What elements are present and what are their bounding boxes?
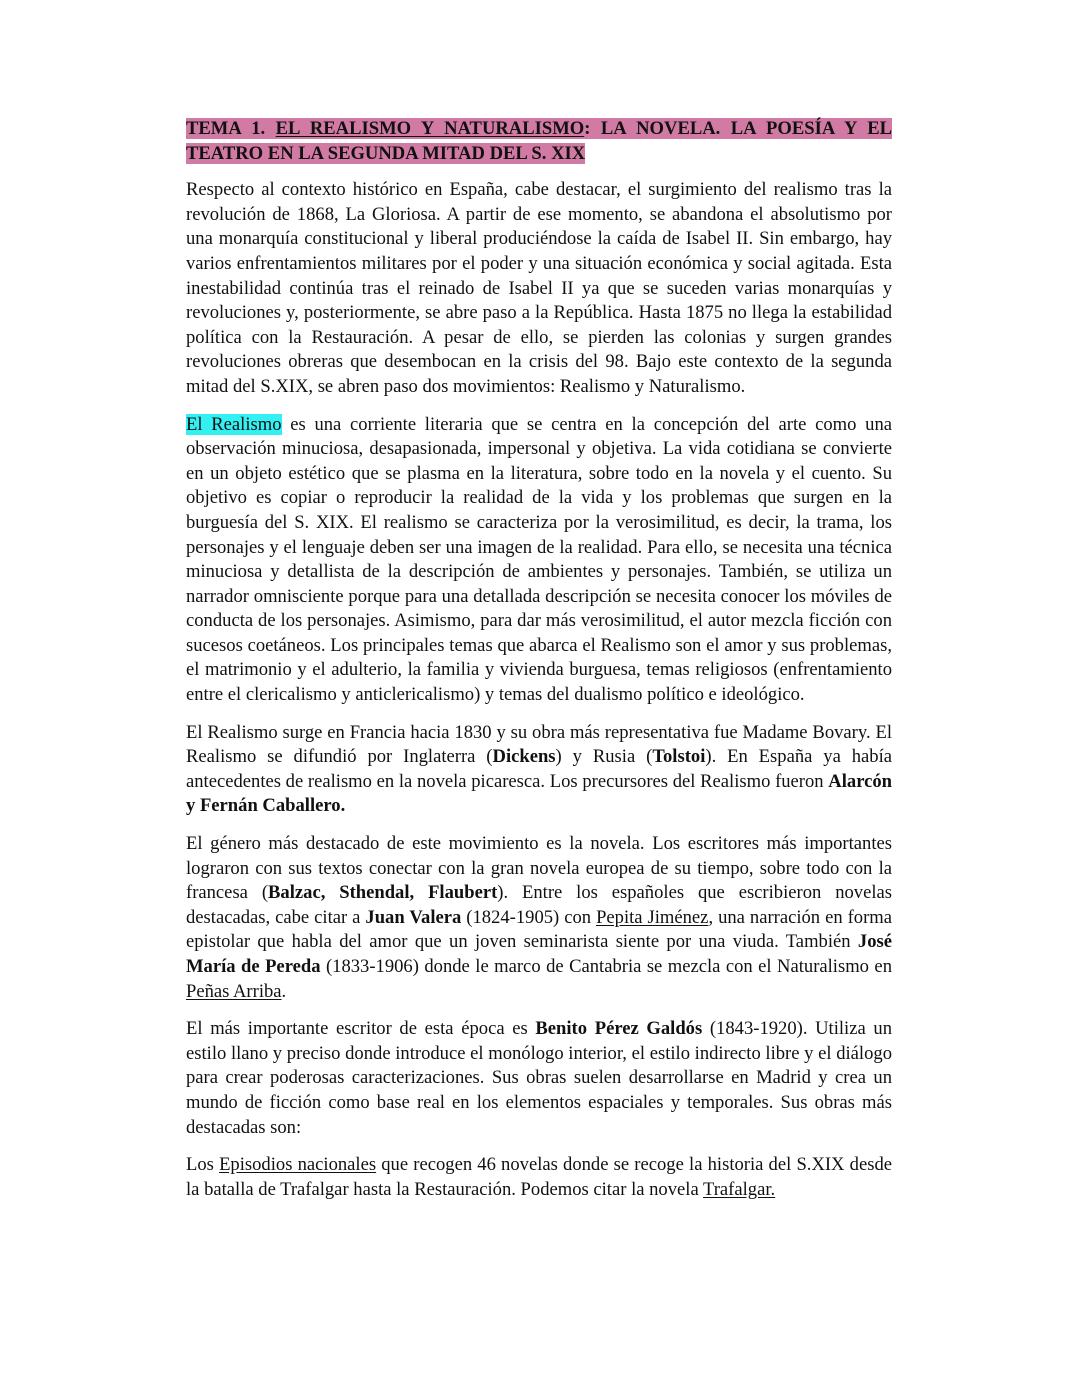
precursors: Alarcón y Fernán Caballero. [186, 770, 892, 817]
text-run: (1843-1920). Utiliza un estilo llano y preciso donde introduce el monólogo interior, el estilo indirecto libre y el diálogo para crear poderosas caracterizaciones. Sus obras suelen desarrollarse en Madrid y crea un mundo de ficción como base real en los elementos espaciales y temporales. Sus obras más destacadas son: [186, 1018, 892, 1138]
title-prefix: TEMA 1. [186, 118, 276, 139]
paragraph-text: Respecto al contexto histórico en España, cabe destacar, el surgimiento del realismo tras la revolución de 1868, La Gloriosa. A partir de ese momento, se abandona el absolutismo por una monarquía constitucional y liberal produciéndose la caída de Isabel II. Sin embargo, hay varios enfrentamientos militares por el poder y una situación económica y social agitada. Esta inestabilidad continúa tras el reinado de Isabel II ya que se suceden varias monarquías y revoluciones y, posteriormente, se abre paso a la República. Hasta 1875 no llega la estabilidad política con la Restauración. A pesar de ello, se pierden las colonias y surgen grandes revoluciones obreras que desembocan en la crisis del 98. Bajo este contexto de la segunda mitad del S.XIX, se abren paso dos movimientos: Realismo y Naturalismo. [186, 179, 892, 397]
paragraph-text: es una corriente literaria que se centra en la concepción del arte como una observación minuciosa, desapasionada, impersonal y objetiva. La vida cotidiana se convierte en un objeto estético que se plasma en la literatura, sobre todo en la novela y el cuento. Su objetivo es copiar o reproducir la realidad de la vida y los problemas que surgen en la burguesía del S. XIX. El realismo se caracteriza por la verosimilitud, es decir, la trama, los personajes y el lenguaje deben ser una imagen de la realidad. Para ello, se necesita una técnica minuciosa y detallista de la descripción de ambientes y personajes. También, se utiliza un narrador omnisciente porque para una detallada descripción se necesita conocer los móviles de conducta de los personajes. Asimismo, para dar más verosimilitud, el autor mezcla ficción con sucesos coetáneos. Los principales temas que abarca el Realismo son el amor y sus problemas, el matrimonio y el adulterio, la familia y vivienda burguesa, temas religiosos (enfrentamiento entre el clericalismo y anticlericalismo) y temas del dualismo político e ideológico. [186, 413, 892, 706]
text-run: , una narración en forma epistolar que habla del amor que un joven seminarista siente por una viuda. También [186, 906, 893, 953]
author-dickens: Dickens [492, 746, 556, 768]
author-juan-valera: Juan Valera [365, 906, 462, 928]
text-run: . [281, 980, 287, 1002]
work-trafalgar: Trafalgar. [703, 1178, 776, 1200]
title-underlined: EL REALISMO Y NATURALISMO [275, 118, 585, 139]
text-run: (1833-1906) donde le marco de Cantabria se mezcla con el Naturalismo en [320, 956, 892, 977]
paragraph-historical-context [186, 178, 892, 399]
author-galdos: Benito Pérez Galdós [535, 1018, 703, 1040]
title-rest: : LA NOVELA. LA POESÍA Y EL TEATRO EN LA SEGUNDA MITAD DEL S. XIX [186, 118, 892, 164]
text-run: que recogen 46 novelas donde se recoge la historia del S.XIX desde la batalla de Trafalgar hasta la Restauración. Podemos citar la novela [186, 1154, 892, 1200]
text-run: Los [186, 1154, 220, 1176]
paragraph-realism-origin [186, 721, 892, 819]
paragraph-realism-definition [186, 413, 892, 708]
author-tolstoi: Tolstoi [652, 746, 706, 768]
text-run: ). En España ya había antecedentes de realismo en la novela picaresca. Los precursores del Realismo fueron [186, 746, 893, 792]
work-penas-arriba: Peñas Arriba [186, 980, 282, 1002]
text-run: El más importante escritor de esta época es [186, 1018, 536, 1040]
paragraph-galdos [186, 1017, 892, 1140]
paragraph-novel-genre [186, 832, 892, 1004]
text-run: El Realismo surge en Francia hacia 1830 y su obra más representativa fue Madame Bovary. El Realismo se difundió por Inglaterra ( [186, 721, 892, 768]
text-run: (1824-1905) con [461, 906, 597, 928]
text-run: ) y Rusia ( [555, 746, 653, 768]
work-pepita-jimenez: Pepita Jiménez [596, 906, 709, 928]
document-page [186, 117, 892, 1215]
page-title [186, 117, 892, 166]
title-highlight [186, 118, 892, 164]
text-run: El género más destacado de este movimiento es la novela. Los escritores más importantes lograron con sus textos conectar con la gran novela europea de su tiempo, sobre todo con la francesa ( [186, 833, 892, 904]
paragraph-episodios [186, 1153, 892, 1202]
text-run: ). Entre los españoles que escribieron novelas destacadas, cabe citar a [186, 882, 892, 928]
author-pereda: José María de Pereda [186, 931, 892, 977]
french-authors: Balzac, Sthendal, Flaubert [268, 882, 498, 904]
realism-highlight: El Realismo [186, 413, 282, 435]
work-episodios-nacionales: Episodios nacionales [219, 1154, 377, 1176]
